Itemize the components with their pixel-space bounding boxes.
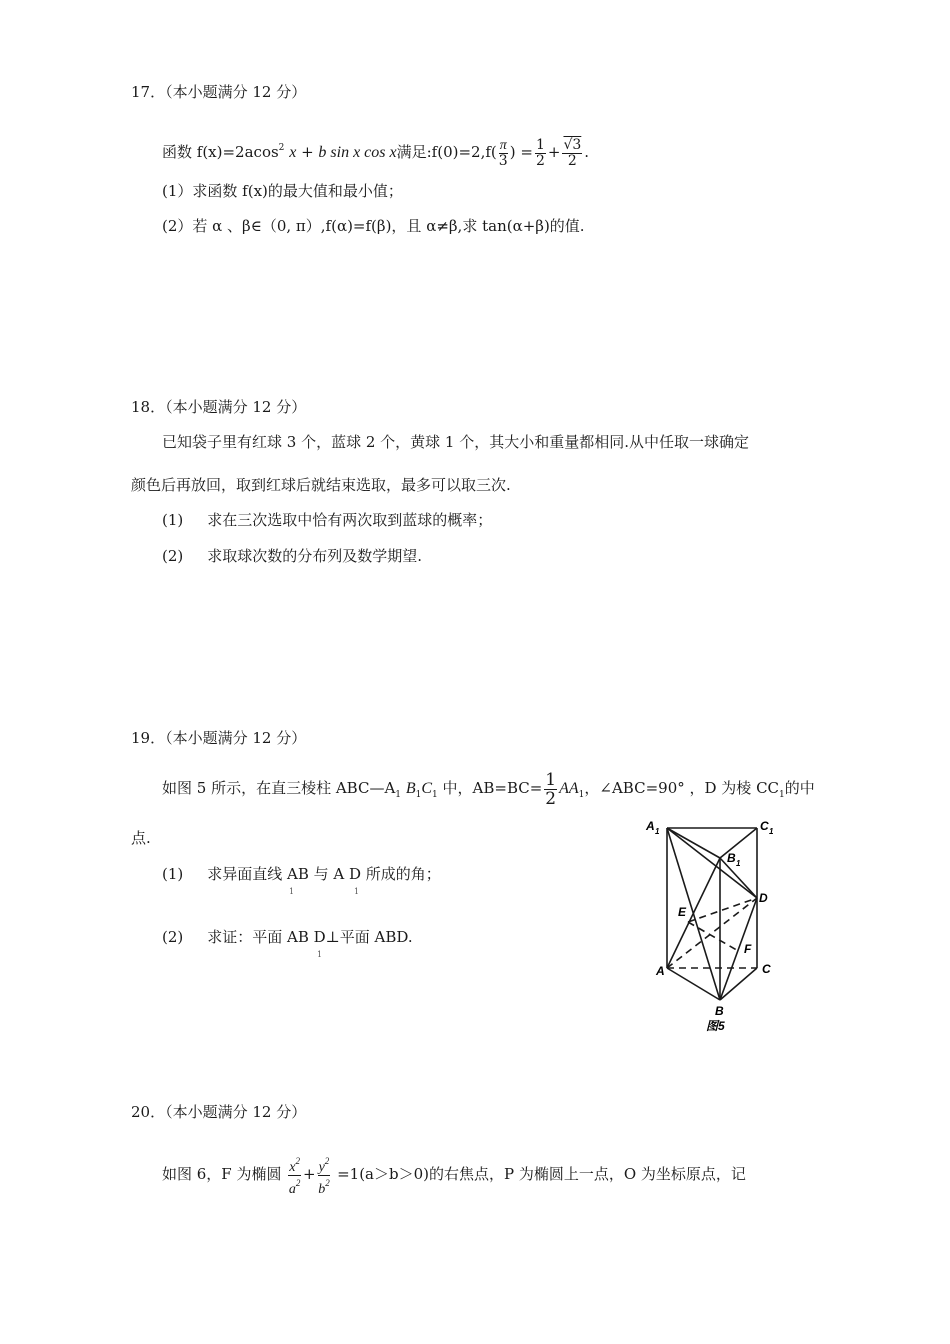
q19-part2-sub: 1 <box>317 950 323 959</box>
q19-part1-sub-a: 1 <box>289 887 295 896</box>
q18-line2: 颜色后再放回，取到红球后就结束选取，最多可以取三次. <box>131 476 511 494</box>
q17-part2: (2）若 α 、β∈（0, π）,f(α)=f(β)，且 α≠β,求 tan(α+β)的值. <box>162 217 585 235</box>
q20-header: 20．（本小题满分 12 分） <box>131 1103 307 1121</box>
q17-part1: (1）求函数 f(x)的最大值和最小值； <box>162 182 403 200</box>
label-c1-sub: 1 <box>769 827 774 836</box>
q19-intro: 如图 5 所示，在直三棱柱 $ABC—A_1$ $B_1C_1$ 中，AB=BC= $\frac{1}{2}$ $AA_1$，∠ABC=90° ，D 为棱 $CC_1$的中 <box>162 769 815 809</box>
label-b: B <box>715 1004 724 1018</box>
label-d: D <box>759 891 768 905</box>
figure-caption: 图5 <box>706 1019 725 1033</box>
q19-part1-sub-b: 1 <box>354 887 360 896</box>
q19-part1: (1) 求异面直线 AB 与 A D 所成的角； <box>162 865 441 883</box>
q18-part1: (1) 求在三次选取中恰有两次取到蓝球的概率； <box>162 511 493 529</box>
prism-figure <box>640 812 790 1037</box>
label-e: E <box>678 905 687 919</box>
line-e-f-hidden <box>688 922 740 952</box>
label-c1: C <box>760 819 769 833</box>
q19-line2: 点. <box>131 829 151 847</box>
label-f: F <box>744 942 752 956</box>
q18-line1: 已知袋子里有红球 3 个，蓝球 2 个，黄球 1 个，其大小和重量都相同.从中任取一球确定 <box>162 433 750 451</box>
q19-header: 19．（本小题满分 12 分） <box>131 729 307 747</box>
q18-header: 18．（本小题满分 12 分） <box>131 398 307 416</box>
q18-part2: (2) 求取球次数的分布列及数学期望. <box>162 547 423 565</box>
label-c: C <box>762 962 771 976</box>
q19-part2: (2) 求证：平面 AB D⊥平面 ABD. <box>162 928 413 946</box>
label-a1: A <box>646 819 655 833</box>
q17-header: 17．（本小题满分 12 分） <box>131 83 307 101</box>
edge-b1-c1 <box>720 828 757 858</box>
label-a1-sub: 1 <box>655 827 660 836</box>
q17-function: 函数 f(x)=2acos$^2$ x + b sin x cos x满足:f(0)=2,f( $\frac{\pi}{3}$ ) = $\frac{1}{2}$ + $\frac{√3}{2}$ . <box>162 136 590 169</box>
q20-intro: 如图 6，F 为椭圆 $\frac{x^2}{a^2}$ + $\frac{y^2}{b^2}$ =1(a＞b＞0)的右焦点，P 为椭圆上一点，O 为坐标原点，记 <box>162 1155 746 1197</box>
label-a: A <box>656 964 665 978</box>
label-b1-sub: 1 <box>736 859 741 868</box>
label-b1: B <box>727 851 736 865</box>
